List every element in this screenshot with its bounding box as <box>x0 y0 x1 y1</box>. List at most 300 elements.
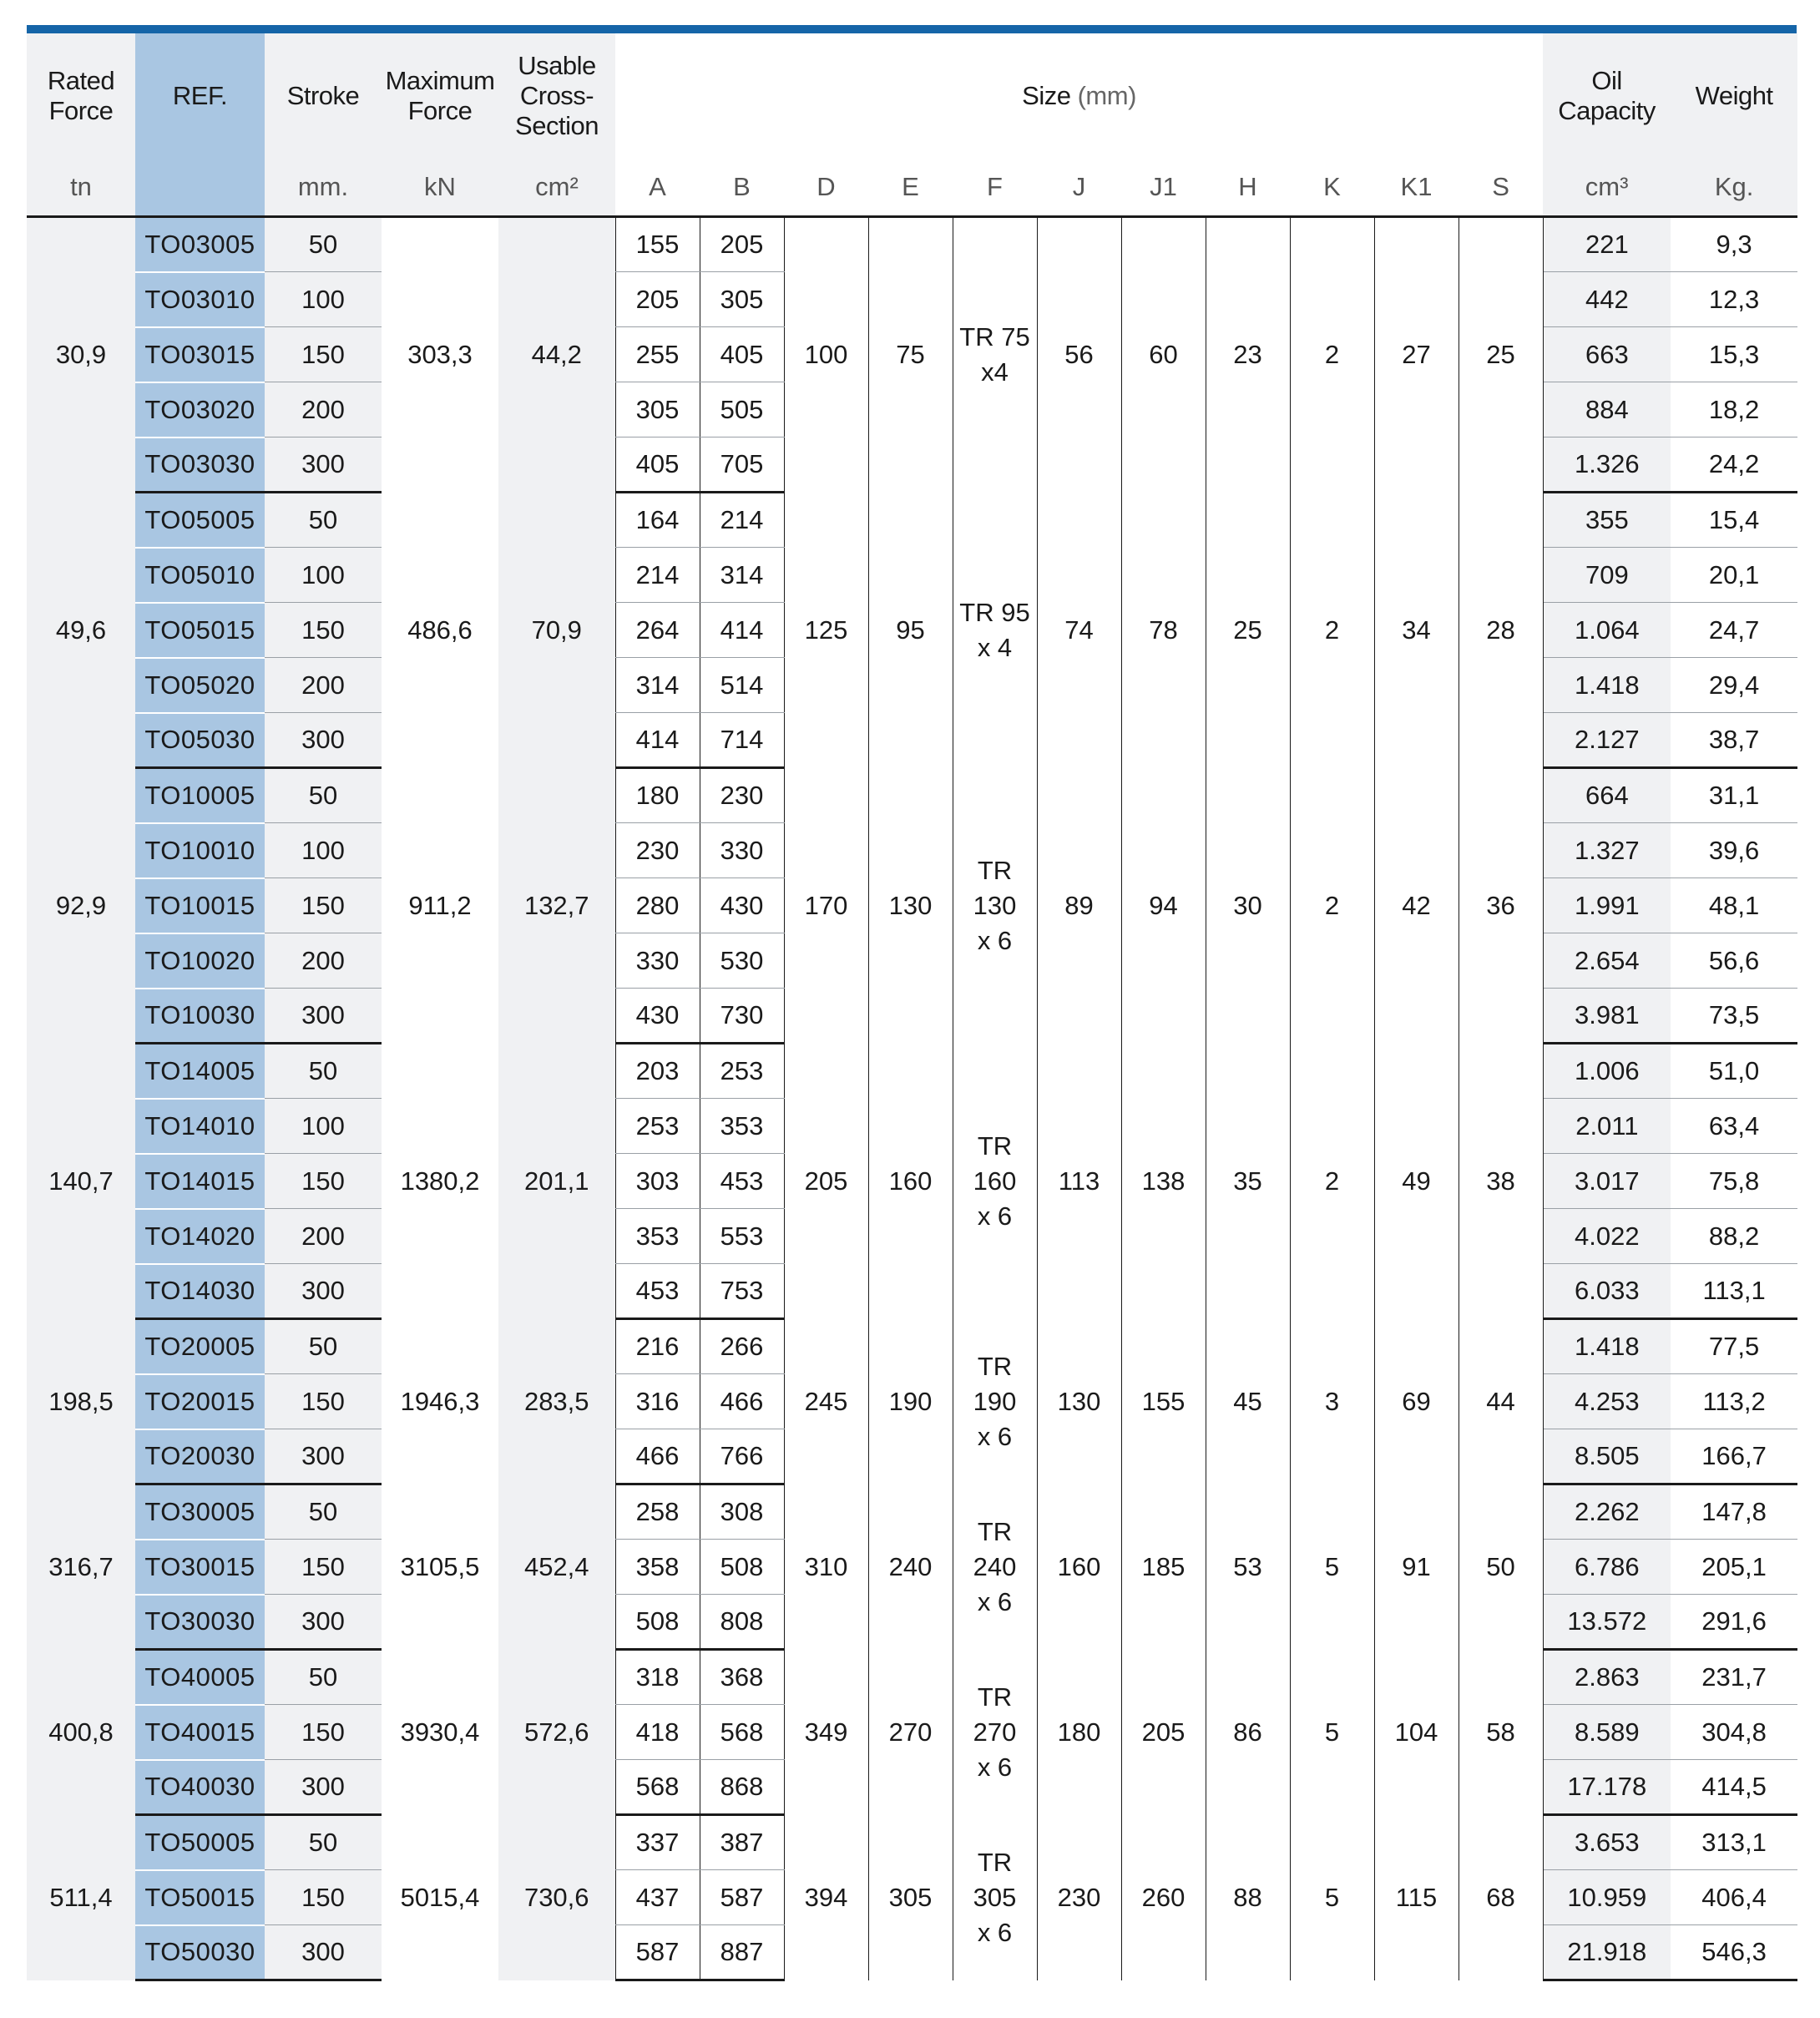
unit-usable-cross: cm² <box>498 159 615 217</box>
dim-b-cell: 308 <box>700 1484 784 1540</box>
oil-capacity-cell: 21.918 <box>1543 1925 1671 1980</box>
ref-cell: TO03030 <box>135 437 265 493</box>
rated-force-cell: 49,6 <box>27 493 135 768</box>
rated-force-cell: 92,9 <box>27 768 135 1044</box>
ref-cell: TO50015 <box>135 1870 265 1925</box>
weight-cell: 31,1 <box>1671 768 1797 823</box>
table-row <box>27 768 1797 823</box>
dim-j1-cell: 260 <box>1121 1815 1206 1980</box>
usable-cross-cell: 572,6 <box>498 1650 615 1815</box>
ref-cell: TO14020 <box>135 1209 265 1264</box>
dim-k-cell: 5 <box>1290 1484 1374 1650</box>
col-header-ref: REF. <box>135 33 265 159</box>
dim-d-cell: 245 <box>784 1319 868 1484</box>
dim-a-cell: 508 <box>615 1595 700 1650</box>
oil-capacity-cell: 664 <box>1543 768 1671 823</box>
dim-b-cell: 368 <box>700 1650 784 1705</box>
weight-cell: 75,8 <box>1671 1154 1797 1209</box>
dim-j1-cell: 205 <box>1121 1650 1206 1815</box>
max-force-cell: 1946,3 <box>400 1386 480 1416</box>
dim-a-cell: 316 <box>615 1374 700 1429</box>
dim-a-cell: 216 <box>615 1319 700 1374</box>
weight-cell: 51,0 <box>1671 1044 1797 1099</box>
stroke-cell: 300 <box>265 437 382 493</box>
weight-cell: 15,3 <box>1671 327 1797 382</box>
ref-cell: TO05005 <box>135 493 265 548</box>
max-force-cell: 3930,4 <box>400 1717 480 1747</box>
dim-b-cell: 508 <box>700 1540 784 1595</box>
dim-d-cell: 125 <box>784 493 868 768</box>
dim-a-cell: 280 <box>615 878 700 933</box>
stroke-cell: 300 <box>265 713 382 768</box>
stroke-cell: 50 <box>265 1319 382 1374</box>
col-header-stroke: Stroke <box>265 33 382 159</box>
dim-s-cell: 25 <box>1459 217 1543 493</box>
oil-capacity-cell: 17.178 <box>1543 1760 1671 1815</box>
rated-force-cell: 511,4 <box>27 1815 135 1980</box>
ref-cell: TO10010 <box>135 823 265 878</box>
col-header-size <box>615 33 1543 159</box>
stroke-cell: 150 <box>265 1374 382 1429</box>
oil-capacity-cell: 4.022 <box>1543 1209 1671 1264</box>
weight-cell: 18,2 <box>1671 382 1797 437</box>
stroke-cell: 150 <box>265 327 382 382</box>
weight-cell: 56,6 <box>1671 933 1797 989</box>
dim-b-cell: 430 <box>700 878 784 933</box>
dim-b-cell: 808 <box>700 1595 784 1650</box>
dim-b-cell: 587 <box>700 1870 784 1925</box>
unit-weight: Kg. <box>1671 159 1797 217</box>
oil-capacity-cell: 1.064 <box>1543 603 1671 658</box>
weight-cell: 205,1 <box>1671 1540 1797 1595</box>
max-force-cell: 5015,4 <box>400 1882 480 1912</box>
dim-s-cell: 36 <box>1459 768 1543 1044</box>
oil-capacity-cell: 2.262 <box>1543 1484 1671 1540</box>
dim-d-cell: 170 <box>784 768 868 1044</box>
dim-e-cell: 240 <box>868 1484 953 1650</box>
dim-h-cell: 45 <box>1206 1319 1290 1484</box>
dim-e-cell: 270 <box>868 1650 953 1815</box>
weight-cell: 113,1 <box>1671 1264 1797 1319</box>
unit-stroke: mm. <box>265 159 382 217</box>
dim-b-cell: 253 <box>700 1044 784 1099</box>
oil-capacity-cell: 3.981 <box>1543 989 1671 1044</box>
stroke-cell: 50 <box>265 1650 382 1705</box>
dim-b-cell: 230 <box>700 768 784 823</box>
weight-cell: 88,2 <box>1671 1209 1797 1264</box>
weight-cell: 546,3 <box>1671 1925 1797 1980</box>
col-header-max-force: Maximum Force <box>382 33 498 159</box>
dim-k1-cell: 42 <box>1374 768 1459 1044</box>
dim-a-cell: 414 <box>615 713 700 768</box>
dim-e-cell: 160 <box>868 1044 953 1319</box>
ref-cell: TO10030 <box>135 989 265 1044</box>
weight-cell: 313,1 <box>1671 1815 1797 1870</box>
weight-cell: 73,5 <box>1671 989 1797 1044</box>
dim-a-cell: 258 <box>615 1484 700 1540</box>
dim-s-cell: 38 <box>1459 1044 1543 1319</box>
weight-cell: 38,7 <box>1671 713 1797 768</box>
stroke-cell: 150 <box>265 1540 382 1595</box>
unit-rated-force: tn <box>27 159 135 217</box>
oil-capacity-cell: 1.991 <box>1543 878 1671 933</box>
rated-force-cell: 30,9 <box>27 217 135 493</box>
header-row <box>27 33 1797 159</box>
dim-a-cell: 418 <box>615 1705 700 1760</box>
ref-cell: TO20015 <box>135 1374 265 1429</box>
dim-s-cell: 28 <box>1459 493 1543 768</box>
dim-b-cell: 353 <box>700 1099 784 1154</box>
unit-ref <box>135 159 265 217</box>
stroke-cell: 100 <box>265 823 382 878</box>
weight-cell: 20,1 <box>1671 548 1797 603</box>
dim-a-cell: 205 <box>615 272 700 327</box>
header-accent-bar <box>27 25 1797 33</box>
weight-cell: 15,4 <box>1671 493 1797 548</box>
dim-b-cell: 453 <box>700 1154 784 1209</box>
dim-j1-cell: 60 <box>1121 217 1206 493</box>
dim-label-s: S <box>1459 159 1543 217</box>
dim-a-cell: 305 <box>615 382 700 437</box>
dim-b-cell: 405 <box>700 327 784 382</box>
oil-capacity-cell: 709 <box>1543 548 1671 603</box>
dim-d-cell: 100 <box>784 217 868 493</box>
table-row <box>27 493 1797 548</box>
ref-cell: TO05030 <box>135 713 265 768</box>
dim-k-cell: 5 <box>1290 1650 1374 1815</box>
dim-k1-cell: 69 <box>1374 1319 1459 1484</box>
table-row <box>27 1650 1797 1705</box>
cylinder-spec-table <box>27 33 1797 1981</box>
ref-cell: TO14030 <box>135 1264 265 1319</box>
dim-j1-cell: 94 <box>1121 768 1206 1044</box>
ref-cell: TO05015 <box>135 603 265 658</box>
dim-k1-cell: 115 <box>1374 1815 1459 1980</box>
dim-s-cell: 50 <box>1459 1484 1543 1650</box>
dim-s-cell: 44 <box>1459 1319 1543 1484</box>
dim-f-cell: TR 270 x 6 <box>953 1650 1037 1815</box>
oil-capacity-cell: 2.654 <box>1543 933 1671 989</box>
ref-cell: TO03010 <box>135 272 265 327</box>
usable-cross-cell: 70,9 <box>498 493 615 768</box>
stroke-cell: 100 <box>265 548 382 603</box>
oil-capacity-cell: 355 <box>1543 493 1671 548</box>
dim-a-cell: 358 <box>615 1540 700 1595</box>
table-row <box>27 1319 1797 1374</box>
dim-s-cell: 58 <box>1459 1650 1543 1815</box>
dim-a-cell: 330 <box>615 933 700 989</box>
dim-label-b: B <box>700 159 784 217</box>
oil-capacity-cell: 8.589 <box>1543 1705 1671 1760</box>
ref-cell: TO10015 <box>135 878 265 933</box>
dim-j1-cell: 155 <box>1121 1319 1206 1484</box>
ref-cell: TO03005 <box>135 217 265 272</box>
ref-cell: TO20030 <box>135 1429 265 1484</box>
ref-cell: TO14005 <box>135 1044 265 1099</box>
table-row <box>27 217 1797 272</box>
oil-capacity-cell: 1.006 <box>1543 1044 1671 1099</box>
weight-cell: 304,8 <box>1671 1705 1797 1760</box>
dim-a-cell: 314 <box>615 658 700 713</box>
weight-cell: 147,8 <box>1671 1484 1797 1540</box>
stroke-cell: 300 <box>265 989 382 1044</box>
stroke-cell: 50 <box>265 217 382 272</box>
dim-label-h: H <box>1206 159 1290 217</box>
weight-cell: 291,6 <box>1671 1595 1797 1650</box>
dim-b-cell: 466 <box>700 1374 784 1429</box>
oil-capacity-cell: 442 <box>1543 272 1671 327</box>
weight-cell: 24,7 <box>1671 603 1797 658</box>
max-force-cell: 1380,2 <box>400 1166 480 1196</box>
weight-cell: 77,5 <box>1671 1319 1797 1374</box>
dim-k1-cell: 27 <box>1374 217 1459 493</box>
ref-cell: TO05020 <box>135 658 265 713</box>
dim-j-cell: 89 <box>1037 768 1121 1044</box>
dim-b-cell: 868 <box>700 1760 784 1815</box>
stroke-cell: 200 <box>265 382 382 437</box>
dim-k-cell: 2 <box>1290 217 1374 493</box>
stroke-cell: 150 <box>265 1154 382 1209</box>
dim-j-cell: 130 <box>1037 1319 1121 1484</box>
dim-d-cell: 394 <box>784 1815 868 1980</box>
dim-j-cell: 74 <box>1037 493 1121 768</box>
dim-j-cell: 113 <box>1037 1044 1121 1319</box>
ref-cell: TO14015 <box>135 1154 265 1209</box>
dim-j1-cell: 185 <box>1121 1484 1206 1650</box>
dim-a-cell: 180 <box>615 768 700 823</box>
oil-capacity-cell: 4.253 <box>1543 1374 1671 1429</box>
dim-k-cell: 5 <box>1290 1815 1374 1980</box>
dim-b-cell: 205 <box>700 217 784 272</box>
dim-b-cell: 553 <box>700 1209 784 1264</box>
weight-cell: 166,7 <box>1671 1429 1797 1484</box>
dim-a-cell: 230 <box>615 823 700 878</box>
dim-e-cell: 305 <box>868 1815 953 1980</box>
usable-cross-cell: 201,1 <box>498 1044 615 1319</box>
oil-capacity-cell: 884 <box>1543 382 1671 437</box>
ref-cell: TO30030 <box>135 1595 265 1650</box>
weight-cell: 9,3 <box>1671 217 1797 272</box>
stroke-cell: 200 <box>265 933 382 989</box>
dim-b-cell: 414 <box>700 603 784 658</box>
stroke-cell: 100 <box>265 272 382 327</box>
usable-cross-cell: 44,2 <box>498 217 615 493</box>
col-header-weight: Weight <box>1671 33 1797 159</box>
unit-max-force: kN <box>382 159 498 217</box>
stroke-cell: 300 <box>265 1925 382 1980</box>
dim-k-cell: 3 <box>1290 1319 1374 1484</box>
dim-j1-cell: 78 <box>1121 493 1206 768</box>
units-row <box>27 159 1797 217</box>
usable-cross-cell: 730,6 <box>498 1815 615 1980</box>
stroke-cell: 200 <box>265 658 382 713</box>
stroke-cell: 50 <box>265 1815 382 1870</box>
dim-b-cell: 505 <box>700 382 784 437</box>
dim-k1-cell: 91 <box>1374 1484 1459 1650</box>
stroke-cell: 300 <box>265 1264 382 1319</box>
dim-a-cell: 587 <box>615 1925 700 1980</box>
max-force-cell: 303,3 <box>407 340 473 370</box>
max-force-cell: 486,6 <box>407 615 473 645</box>
dim-a-cell: 466 <box>615 1429 700 1484</box>
ref-cell: TO03020 <box>135 382 265 437</box>
usable-cross-cell: 283,5 <box>498 1319 615 1484</box>
max-force-cell: 911,2 <box>408 890 472 920</box>
dim-e-cell: 95 <box>868 493 953 768</box>
dim-d-cell: 205 <box>784 1044 868 1319</box>
dim-b-cell: 514 <box>700 658 784 713</box>
dim-label-k: K <box>1290 159 1374 217</box>
oil-capacity-cell: 663 <box>1543 327 1671 382</box>
dim-label-d: D <box>784 159 868 217</box>
dim-j1-cell: 138 <box>1121 1044 1206 1319</box>
ref-cell: TO40015 <box>135 1705 265 1760</box>
dim-a-cell: 203 <box>615 1044 700 1099</box>
oil-capacity-cell: 221 <box>1543 217 1671 272</box>
dim-label-j: J <box>1037 159 1121 217</box>
dim-h-cell: 53 <box>1206 1484 1290 1650</box>
size-label: Size <box>1022 81 1071 110</box>
dim-a-cell: 437 <box>615 1870 700 1925</box>
rated-force-cell: 400,8 <box>27 1650 135 1815</box>
dim-k1-cell: 49 <box>1374 1044 1459 1319</box>
dim-b-cell: 568 <box>700 1705 784 1760</box>
oil-capacity-cell: 2.863 <box>1543 1650 1671 1705</box>
dim-a-cell: 253 <box>615 1099 700 1154</box>
weight-cell: 231,7 <box>1671 1650 1797 1705</box>
dim-k1-cell: 34 <box>1374 493 1459 768</box>
oil-capacity-cell: 6.786 <box>1543 1540 1671 1595</box>
dim-b-cell: 714 <box>700 713 784 768</box>
weight-cell: 48,1 <box>1671 878 1797 933</box>
dim-a-cell: 337 <box>615 1815 700 1870</box>
dim-f-cell: TR 160 x 6 <box>953 1044 1037 1319</box>
table-row <box>27 1044 1797 1099</box>
ref-cell: TO40005 <box>135 1650 265 1705</box>
oil-capacity-cell: 1.326 <box>1543 437 1671 493</box>
dim-f-cell: TR 305 x 6 <box>953 1815 1037 1980</box>
dim-j-cell: 230 <box>1037 1815 1121 1980</box>
dim-h-cell: 86 <box>1206 1650 1290 1815</box>
oil-capacity-cell: 2.011 <box>1543 1099 1671 1154</box>
dim-b-cell: 305 <box>700 272 784 327</box>
stroke-cell: 50 <box>265 1044 382 1099</box>
table-body <box>27 217 1797 1980</box>
oil-capacity-cell: 1.418 <box>1543 1319 1671 1374</box>
oil-capacity-cell: 10.959 <box>1543 1870 1671 1925</box>
rated-force-cell: 140,7 <box>27 1044 135 1319</box>
size-unit: (mm) <box>1077 81 1136 110</box>
dim-b-cell: 887 <box>700 1925 784 1980</box>
dim-f-cell: TR 240 x 6 <box>953 1484 1037 1650</box>
col-header-usable-cross: Usable Cross- Section <box>498 33 615 159</box>
dim-a-cell: 303 <box>615 1154 700 1209</box>
dim-b-cell: 266 <box>700 1319 784 1374</box>
oil-capacity-cell: 13.572 <box>1543 1595 1671 1650</box>
dim-j-cell: 180 <box>1037 1650 1121 1815</box>
weight-cell: 39,6 <box>1671 823 1797 878</box>
stroke-cell: 50 <box>265 493 382 548</box>
weight-cell: 113,2 <box>1671 1374 1797 1429</box>
stroke-cell: 100 <box>265 1099 382 1154</box>
ref-cell: TO30005 <box>135 1484 265 1540</box>
dim-b-cell: 766 <box>700 1429 784 1484</box>
dim-b-cell: 387 <box>700 1815 784 1870</box>
dim-b-cell: 753 <box>700 1264 784 1319</box>
dim-a-cell: 453 <box>615 1264 700 1319</box>
oil-capacity-cell: 3.653 <box>1543 1815 1671 1870</box>
oil-capacity-cell: 8.505 <box>1543 1429 1671 1484</box>
dim-d-cell: 349 <box>784 1650 868 1815</box>
dim-e-cell: 190 <box>868 1319 953 1484</box>
stroke-cell: 50 <box>265 1484 382 1540</box>
dim-a-cell: 214 <box>615 548 700 603</box>
ref-cell: TO40030 <box>135 1760 265 1815</box>
ref-cell: TO30015 <box>135 1540 265 1595</box>
max-force-cell: 3105,5 <box>400 1551 480 1581</box>
stroke-cell: 150 <box>265 878 382 933</box>
dim-a-cell: 318 <box>615 1650 700 1705</box>
oil-capacity-cell: 1.418 <box>1543 658 1671 713</box>
weight-cell: 12,3 <box>1671 272 1797 327</box>
col-header-oil-capacity: Oil Capacity <box>1543 33 1671 159</box>
stroke-cell: 300 <box>265 1429 382 1484</box>
dim-h-cell: 25 <box>1206 493 1290 768</box>
stroke-cell: 150 <box>265 603 382 658</box>
dim-k-cell: 2 <box>1290 1044 1374 1319</box>
dim-s-cell: 68 <box>1459 1815 1543 1980</box>
usable-cross-cell: 132,7 <box>498 768 615 1044</box>
dim-a-cell: 405 <box>615 437 700 493</box>
stroke-cell: 300 <box>265 1595 382 1650</box>
dim-b-cell: 705 <box>700 437 784 493</box>
ref-cell: TO50030 <box>135 1925 265 1980</box>
weight-cell: 414,5 <box>1671 1760 1797 1815</box>
oil-capacity-cell: 2.127 <box>1543 713 1671 768</box>
ref-cell: TO03015 <box>135 327 265 382</box>
dim-a-cell: 155 <box>615 217 700 272</box>
ref-cell: TO20005 <box>135 1319 265 1374</box>
stroke-cell: 150 <box>265 1870 382 1925</box>
usable-cross-cell: 452,4 <box>498 1484 615 1650</box>
dim-e-cell: 75 <box>868 217 953 493</box>
dim-label-e: E <box>868 159 953 217</box>
ref-cell: TO05010 <box>135 548 265 603</box>
dim-h-cell: 23 <box>1206 217 1290 493</box>
dim-a-cell: 353 <box>615 1209 700 1264</box>
oil-capacity-cell: 1.327 <box>1543 823 1671 878</box>
weight-cell: 29,4 <box>1671 658 1797 713</box>
stroke-cell: 50 <box>265 768 382 823</box>
stroke-cell: 200 <box>265 1209 382 1264</box>
dim-a-cell: 264 <box>615 603 700 658</box>
dim-a-cell: 430 <box>615 989 700 1044</box>
table-row <box>27 1815 1797 1870</box>
dim-label-j1: J1 <box>1121 159 1206 217</box>
dim-k-cell: 2 <box>1290 493 1374 768</box>
dim-f-cell: TR 95 x 4 <box>953 493 1037 768</box>
dim-a-cell: 255 <box>615 327 700 382</box>
dim-a-cell: 568 <box>615 1760 700 1815</box>
dim-h-cell: 88 <box>1206 1815 1290 1980</box>
dim-h-cell: 35 <box>1206 1044 1290 1319</box>
weight-cell: 63,4 <box>1671 1099 1797 1154</box>
oil-capacity-cell: 6.033 <box>1543 1264 1671 1319</box>
dim-h-cell: 30 <box>1206 768 1290 1044</box>
dim-f-cell: TR 190 x 6 <box>953 1319 1037 1484</box>
dim-label-k1: K1 <box>1374 159 1459 217</box>
ref-cell: TO14010 <box>135 1099 265 1154</box>
